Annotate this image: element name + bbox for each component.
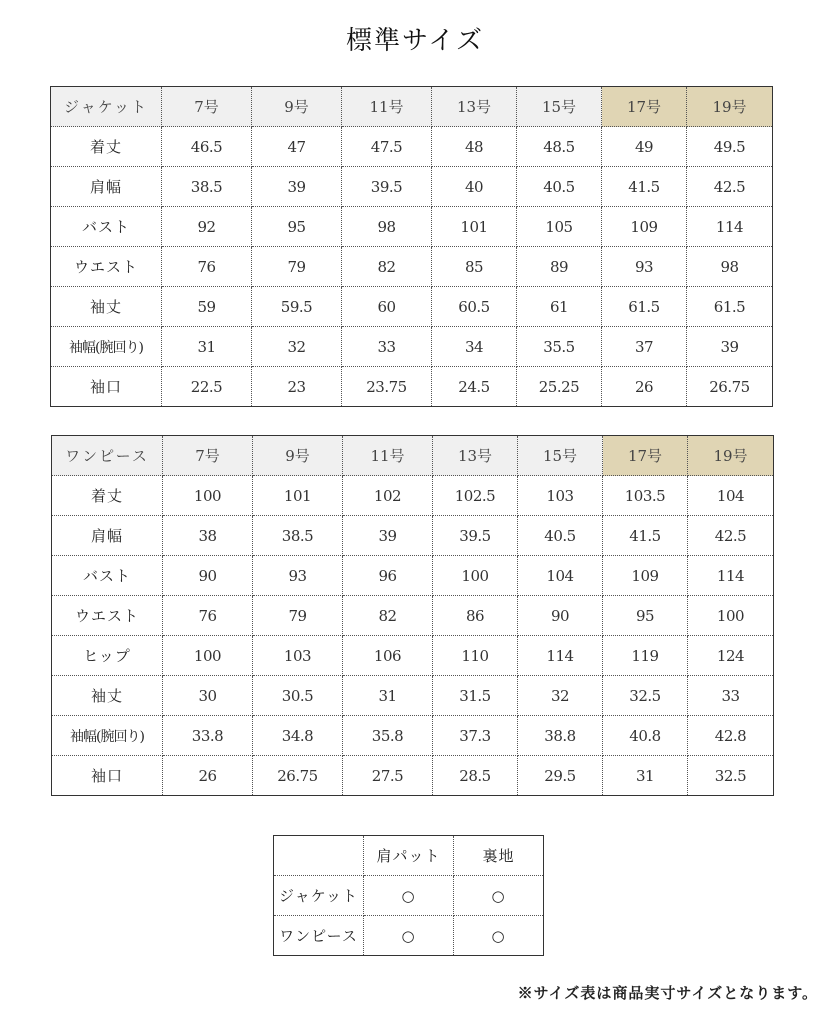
table-cell: 82 — [343, 596, 433, 636]
header-cell: 肩パット — [364, 836, 454, 876]
table-row — [52, 556, 774, 596]
table-cell: 33.8 — [163, 716, 253, 756]
header-cell: 7号 — [163, 436, 253, 476]
header-cell: 7号 — [162, 87, 252, 127]
table-cell: 114 — [687, 207, 773, 247]
table-cell: 48 — [432, 127, 517, 167]
table-cell: 76 — [162, 247, 252, 287]
row-label: 袖丈 — [52, 676, 163, 716]
table-cell: 30.5 — [253, 676, 343, 716]
table-cell: 48.5 — [517, 127, 602, 167]
table-cell: 41.5 — [603, 516, 688, 556]
row-label: 着丈 — [52, 476, 163, 516]
circle-mark: ○ — [401, 926, 416, 945]
table-cell: 31 — [343, 676, 433, 716]
table-cell: 41.5 — [602, 167, 687, 207]
table-cell — [364, 876, 454, 916]
header-cell — [274, 836, 364, 876]
table-cell: 38.5 — [253, 516, 343, 556]
table-row — [52, 716, 774, 756]
table-row — [52, 636, 774, 676]
table-cell: 82 — [342, 247, 432, 287]
table-cell: 38.5 — [162, 167, 252, 207]
table-cell: 40 — [432, 167, 517, 207]
table-cell: 100 — [688, 596, 774, 636]
table-cell: 93 — [602, 247, 687, 287]
table-cell: 100 — [163, 476, 253, 516]
row-label: 袖口 — [52, 756, 163, 796]
table-cell: 102.5 — [433, 476, 518, 516]
row-label: 肩幅 — [52, 516, 163, 556]
table-cell: 22.5 — [162, 367, 252, 407]
row-label: 袖丈 — [51, 287, 162, 327]
table-row — [51, 287, 773, 327]
table-cell: 59 — [162, 287, 252, 327]
table-row — [51, 327, 773, 367]
table-cell: 100 — [163, 636, 253, 676]
table-cell: 40.5 — [517, 167, 602, 207]
table-cell: 33 — [342, 327, 432, 367]
table-cell — [454, 876, 544, 916]
table-cell: 38 — [163, 516, 253, 556]
table-cell: 31.5 — [433, 676, 518, 716]
table-row — [51, 167, 773, 207]
table-cell: 95 — [603, 596, 688, 636]
table-cell: 114 — [518, 636, 603, 676]
header-cell: 13号 — [432, 87, 517, 127]
row-label: 袖口 — [51, 367, 162, 407]
table-cell: 40.8 — [603, 716, 688, 756]
table-cell: 60 — [342, 287, 432, 327]
table-cell: 103.5 — [603, 476, 688, 516]
table-cell: 32.5 — [688, 756, 774, 796]
table-row — [52, 596, 774, 636]
row-label: 着丈 — [51, 127, 162, 167]
table-cell: 109 — [603, 556, 688, 596]
table-cell: 86 — [433, 596, 518, 636]
table-cell: 104 — [688, 476, 774, 516]
table-cell: 26.75 — [253, 756, 343, 796]
table-cell: 61 — [517, 287, 602, 327]
table-cell: 26 — [602, 367, 687, 407]
table-cell: 124 — [688, 636, 774, 676]
circle-mark: ○ — [491, 926, 506, 945]
row-label: バスト — [51, 207, 162, 247]
table-cell: 59.5 — [252, 287, 342, 327]
row-label: 肩幅 — [51, 167, 162, 207]
table-cell — [364, 916, 454, 956]
table-row — [52, 676, 774, 716]
table-cell: 32 — [252, 327, 342, 367]
table-row — [51, 207, 773, 247]
table-cell: 39 — [252, 167, 342, 207]
table-cell: 105 — [517, 207, 602, 247]
table-cell: 85 — [432, 247, 517, 287]
table-cell: 119 — [603, 636, 688, 676]
table-cell: 39.5 — [342, 167, 432, 207]
table-cell: 28.5 — [433, 756, 518, 796]
row-label: 袖幅(腕回り) — [52, 716, 163, 756]
table-cell: 101 — [432, 207, 517, 247]
table-cell: 26.75 — [687, 367, 773, 407]
table-cell: 39 — [687, 327, 773, 367]
table-cell: 79 — [252, 247, 342, 287]
header-cell: 15号 — [517, 87, 602, 127]
table-cell: 110 — [433, 636, 518, 676]
header-cell: 11号 — [342, 87, 432, 127]
table-cell: 35.5 — [517, 327, 602, 367]
table-cell: 89 — [517, 247, 602, 287]
table-header-row — [274, 836, 544, 876]
table-cell: 32 — [518, 676, 603, 716]
header-cell-highlighted: 19号 — [687, 87, 773, 127]
table-cell: 39.5 — [433, 516, 518, 556]
header-cell: 13号 — [433, 436, 518, 476]
table-cell: 34.8 — [253, 716, 343, 756]
table-cell: 25.25 — [517, 367, 602, 407]
table-cell: 95 — [252, 207, 342, 247]
table-cell: 101 — [253, 476, 343, 516]
table-row — [51, 247, 773, 287]
table-cell: 61.5 — [687, 287, 773, 327]
table-cell: 42.8 — [688, 716, 774, 756]
table-cell: 35.8 — [343, 716, 433, 756]
table-cell: 24.5 — [432, 367, 517, 407]
table-cell: 98 — [342, 207, 432, 247]
row-label: ウエスト — [52, 596, 163, 636]
table-cell: 26 — [163, 756, 253, 796]
circle-mark: ○ — [401, 886, 416, 905]
table-cell: 102 — [343, 476, 433, 516]
circle-mark: ○ — [491, 886, 506, 905]
table-cell: 79 — [253, 596, 343, 636]
header-cell: 9号 — [252, 87, 342, 127]
table-row — [274, 876, 544, 916]
table-cell: 76 — [163, 596, 253, 636]
table-row — [274, 916, 544, 956]
table-cell: 106 — [343, 636, 433, 676]
jacket-size-table — [50, 86, 773, 407]
page-title: 標準サイズ — [346, 26, 484, 56]
table-header-row — [52, 436, 774, 476]
table-cell: 23 — [252, 367, 342, 407]
row-label: ウエスト — [51, 247, 162, 287]
header-cell: ワンピース — [52, 436, 163, 476]
table-cell: 92 — [162, 207, 252, 247]
table-cell: 33 — [688, 676, 774, 716]
table-cell: 93 — [253, 556, 343, 596]
table-cell: 60.5 — [432, 287, 517, 327]
header-cell: 裏地 — [454, 836, 544, 876]
header-cell: ジャケット — [51, 87, 162, 127]
table-cell: 47.5 — [342, 127, 432, 167]
table-cell: 32.5 — [603, 676, 688, 716]
table-cell: 46.5 — [162, 127, 252, 167]
table-cell: 38.8 — [518, 716, 603, 756]
features-table — [273, 835, 544, 956]
table-cell: 30 — [163, 676, 253, 716]
table-cell: 98 — [687, 247, 773, 287]
table-cell: 49 — [602, 127, 687, 167]
table-cell: 114 — [688, 556, 774, 596]
row-label: ヒップ — [52, 636, 163, 676]
table-cell: 104 — [518, 556, 603, 596]
table-row — [52, 476, 774, 516]
table-cell: 90 — [518, 596, 603, 636]
table-cell: 31 — [162, 327, 252, 367]
table-cell: 27.5 — [343, 756, 433, 796]
table-cell: 39 — [343, 516, 433, 556]
table-row — [52, 516, 774, 556]
table-cell: 49.5 — [687, 127, 773, 167]
table-cell: 47 — [252, 127, 342, 167]
table-cell: 40.5 — [518, 516, 603, 556]
table-cell: 31 — [603, 756, 688, 796]
table-cell: 90 — [163, 556, 253, 596]
table-cell: 34 — [432, 327, 517, 367]
size-note: ※サイズ表は商品実寸サイズとなります。 — [517, 984, 818, 1002]
table-cell: 109 — [602, 207, 687, 247]
table-row — [51, 367, 773, 407]
row-label: ワンピース — [274, 916, 364, 956]
table-cell: 42.5 — [687, 167, 773, 207]
table-cell: 23.75 — [342, 367, 432, 407]
table-cell: 96 — [343, 556, 433, 596]
table-cell: 103 — [253, 636, 343, 676]
row-label: 袖幅(腕回り) — [51, 327, 162, 367]
table-cell: 42.5 — [688, 516, 774, 556]
row-label: ジャケット — [274, 876, 364, 916]
header-cell-highlighted: 19号 — [688, 436, 774, 476]
row-label: バスト — [52, 556, 163, 596]
table-cell — [454, 916, 544, 956]
header-cell: 9号 — [253, 436, 343, 476]
header-cell: 15号 — [518, 436, 603, 476]
table-row — [52, 756, 774, 796]
header-cell-highlighted: 17号 — [602, 87, 687, 127]
table-cell: 100 — [433, 556, 518, 596]
table-header-row — [51, 87, 773, 127]
table-cell: 29.5 — [518, 756, 603, 796]
header-cell: 11号 — [343, 436, 433, 476]
table-cell: 37 — [602, 327, 687, 367]
table-cell: 61.5 — [602, 287, 687, 327]
table-cell: 37.3 — [433, 716, 518, 756]
table-row — [51, 127, 773, 167]
table-cell: 103 — [518, 476, 603, 516]
dress-size-table — [51, 435, 774, 796]
header-cell-highlighted: 17号 — [603, 436, 688, 476]
